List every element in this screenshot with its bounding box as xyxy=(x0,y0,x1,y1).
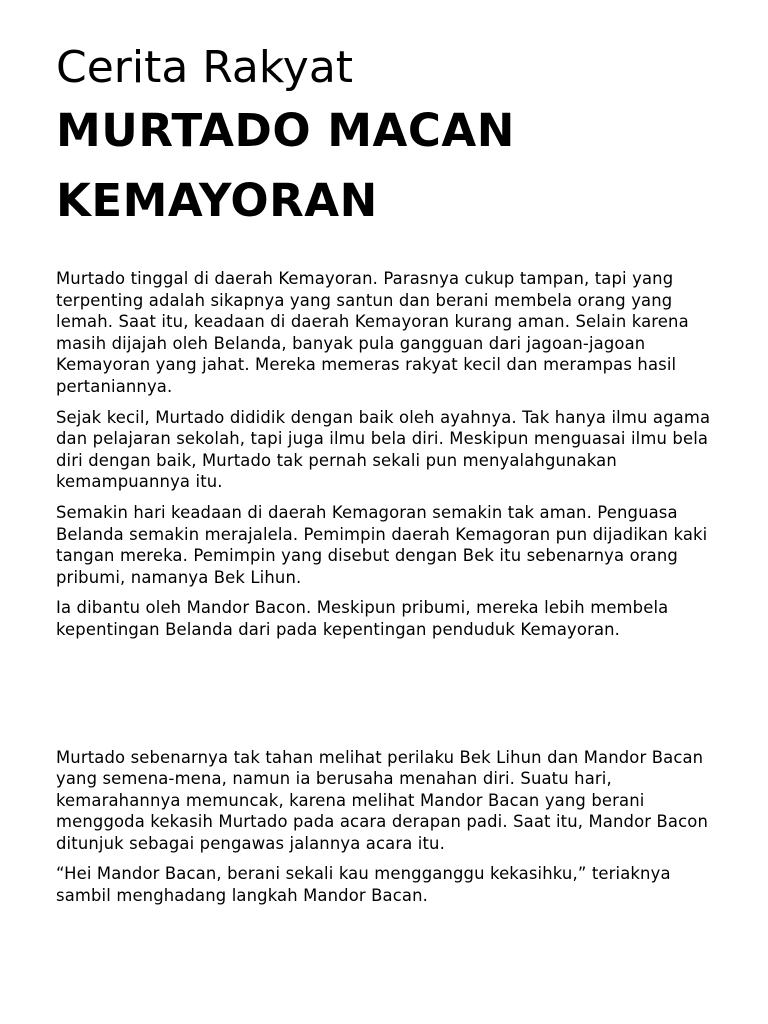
paragraph-2: Sejak kecil, Murtado dididik dengan baik oleh ayahnya. Tak hanya ilmu agama dan pelajaran sekolah, tapi juga ilmu bela diri. Meskipun menguasai ilmu bela diri dengan baik, Murtado tak pernah sekali pun menyalahgunakan kemampuannya itu. xyxy=(56,407,711,492)
story-category: Cerita Rakyat xyxy=(56,42,354,93)
paragraph-1: Murtado tinggal di daerah Kemayoran. Parasnya cukup tampan, tapi yang terpenting adalah sikapnya yang santun dan berani membela orang yang lemah. Saat itu, keadaan di daerah Kemayoran kurang aman. Selain karena masih dijajah oleh Belanda, banyak pula gangguan dari jagoan-jagoan Kemayoran yang jahat. Mereka memeras rakyat kecil dan merampas hasil pertaniannya. xyxy=(56,269,689,396)
paragraph-4: Ia dibantu oleh Mandor Bacon. Meskipun pribumi, mereka lebih membela kepentingan Belanda dari pada kepentingan penduduk Kemayoran. xyxy=(56,598,669,639)
story-title-line-2: KEMAYORAN xyxy=(56,174,378,227)
story-title-line-1: MURTADO MACAN xyxy=(56,104,515,157)
paragraph-6: “Hei Mandor Bacan, berani sekali kau mengganggu kekasihku,” teriaknya sambil menghadang langkah Mandor Bacan. xyxy=(56,864,671,906)
blank-space xyxy=(56,650,726,747)
document-page xyxy=(56,40,726,916)
paragraph-3: Semakin hari keadaan di daerah Kemagoran semakin tak aman. Penguasa Belanda semakin merajalela. Pemimpin daerah Kemagoran pun dijadikan kaki tangan mereka. Pemimpin yang disebut dengan Bek itu sebenarnya orang pribumi, namanya Bek Lihun. xyxy=(56,502,708,587)
paragraph-5: Murtado sebenarnya tak tahan melihat perilaku Bek Lihun dan Mandor Bacan yang semena-mena, namun ia berusaha menahan diri. Suatu hari, kemarahannya memuncak, karena melihat Mandor Bacan yang berani menggoda kekasih Murtado pada acara derapan padi. Saat itu, Mandor Bacon ditunjuk sebagai pengawas jalannya acara itu. xyxy=(56,747,708,853)
story-title xyxy=(56,96,726,236)
story-body xyxy=(56,268,726,907)
